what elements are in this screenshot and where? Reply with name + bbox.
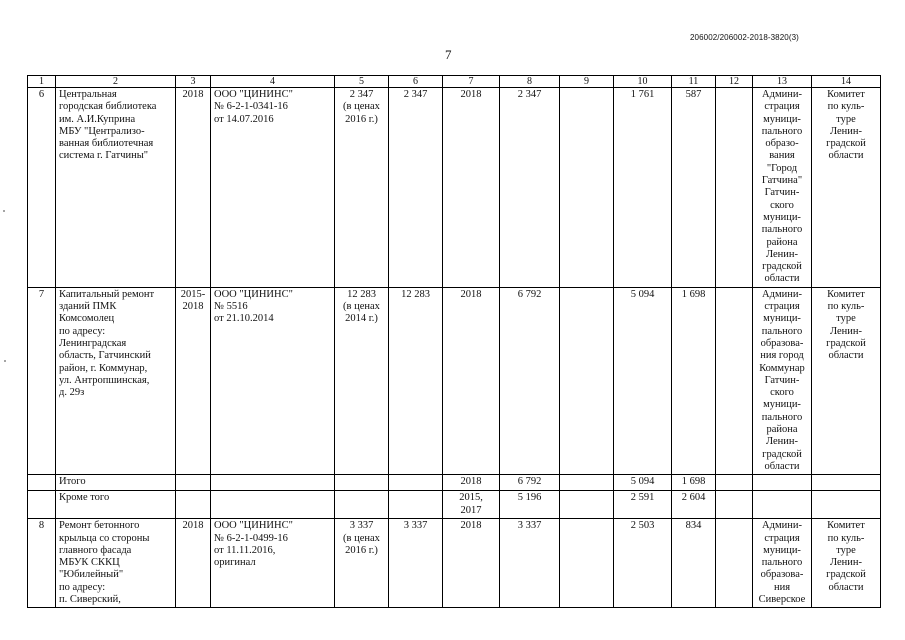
table-cell bbox=[812, 491, 881, 519]
table-cell: 5 196 bbox=[500, 491, 560, 519]
table-cell: Комитет по куль- туре Ленин- градской области bbox=[812, 88, 881, 288]
table-cell bbox=[560, 287, 614, 474]
budget-table bbox=[27, 75, 881, 608]
table-cell bbox=[560, 519, 614, 608]
table-cell: Центральная городская библиотека им. А.И.Куприна МБУ "Централизо- ванная библиотечная система г. Гатчины" bbox=[56, 88, 176, 288]
table-cell: ООО "ЦИНИНС" № 6-2-1-0341-16 от 14.07.2016 bbox=[211, 88, 335, 288]
table-cell bbox=[753, 491, 812, 519]
column-header: 1 bbox=[28, 76, 56, 88]
column-header: 7 bbox=[443, 76, 500, 88]
table-cell: 2 347 bbox=[500, 88, 560, 288]
table-cell: 6 bbox=[28, 88, 56, 288]
table-cell bbox=[211, 491, 335, 519]
column-header: 8 bbox=[500, 76, 560, 88]
table-cell: Итого bbox=[56, 475, 176, 491]
table-cell bbox=[812, 475, 881, 491]
table-cell: 3 337 (в ценах 2016 г.) bbox=[335, 519, 389, 608]
table-cell: ООО "ЦИНИНС" № 6-2-1-0499-16 от 11.11.2016, оригинал bbox=[211, 519, 335, 608]
column-header: 4 bbox=[211, 76, 335, 88]
table-cell: 12 283 bbox=[389, 287, 443, 474]
table-cell: ООО "ЦИНИНС" № 5516 от 21.10.2014 bbox=[211, 287, 335, 474]
table-cell bbox=[716, 475, 753, 491]
table-row bbox=[28, 519, 881, 608]
table-cell: Админи- страция муници- пального образова- ния Сиверское bbox=[753, 519, 812, 608]
column-header: 14 bbox=[812, 76, 881, 88]
table-cell: 3 337 bbox=[389, 519, 443, 608]
table-cell: 2 503 bbox=[614, 519, 672, 608]
table-cell: 5 094 bbox=[614, 475, 672, 491]
table-cell: 587 bbox=[672, 88, 716, 288]
table-cell: Ремонт бетонного крыльца со стороны главного фасада МБУК СККЦ "Юбилейный" по адресу: п. Сиверский, bbox=[56, 519, 176, 608]
table-cell bbox=[28, 491, 56, 519]
table-cell: 2018 bbox=[443, 287, 500, 474]
table-cell: 2015- 2018 bbox=[176, 287, 211, 474]
table-cell bbox=[176, 491, 211, 519]
table-cell: 2 591 bbox=[614, 491, 672, 519]
table-cell: 2018 bbox=[176, 519, 211, 608]
table-cell bbox=[211, 475, 335, 491]
table-row bbox=[28, 491, 881, 519]
table-cell: 12 283 (в ценах 2014 г.) bbox=[335, 287, 389, 474]
column-header: 9 bbox=[560, 76, 614, 88]
table-cell bbox=[716, 287, 753, 474]
table-cell: Комитет по куль- туре Ленин- градской области bbox=[812, 287, 881, 474]
scan-speck bbox=[4, 360, 6, 362]
table-cell: Админи- страция муници- пального образо- вания "Город Гатчина" Гатчин- ского муници- пального района Ленин- градской области bbox=[753, 88, 812, 288]
table-cell: 1 698 bbox=[672, 287, 716, 474]
table-cell bbox=[716, 88, 753, 288]
table-cell: Кроме того bbox=[56, 491, 176, 519]
column-header: 13 bbox=[753, 76, 812, 88]
table-cell: 2018 bbox=[443, 475, 500, 491]
table-cell bbox=[335, 475, 389, 491]
table-cell: 8 bbox=[28, 519, 56, 608]
table-cell: Капитальный ремонт зданий ПМК Комсомолец по адресу: Ленинградская область, Гатчинский район, г. Коммунар, ул. Антропшинская, д. 29з bbox=[56, 287, 176, 474]
table-cell bbox=[753, 475, 812, 491]
table-cell: 7 bbox=[28, 287, 56, 474]
table-cell bbox=[560, 491, 614, 519]
table-cell: 2015, 2017 bbox=[443, 491, 500, 519]
table-cell: 6 792 bbox=[500, 287, 560, 474]
table-cell: 2 604 bbox=[672, 491, 716, 519]
table-cell: 1 698 bbox=[672, 475, 716, 491]
table-cell: 3 337 bbox=[500, 519, 560, 608]
table-cell: 834 bbox=[672, 519, 716, 608]
table-body bbox=[28, 88, 881, 608]
scan-speck bbox=[3, 210, 5, 212]
table-cell: 5 094 bbox=[614, 287, 672, 474]
table-cell: 2018 bbox=[443, 519, 500, 608]
column-header: 10 bbox=[614, 76, 672, 88]
table-cell: Комитет по куль- туре Ленин- градской области bbox=[812, 519, 881, 608]
table-cell bbox=[389, 475, 443, 491]
table-cell: 1 761 bbox=[614, 88, 672, 288]
table-cell bbox=[716, 491, 753, 519]
table-cell: 2 347 bbox=[389, 88, 443, 288]
table-row bbox=[28, 475, 881, 491]
column-header: 6 bbox=[389, 76, 443, 88]
column-header: 11 bbox=[672, 76, 716, 88]
column-header: 12 bbox=[716, 76, 753, 88]
column-header: 2 bbox=[56, 76, 176, 88]
column-header: 3 bbox=[176, 76, 211, 88]
table-row bbox=[28, 287, 881, 474]
table-cell: 6 792 bbox=[500, 475, 560, 491]
table-cell bbox=[176, 475, 211, 491]
table-cell: 2 347 (в ценах 2016 г.) bbox=[335, 88, 389, 288]
column-header: 5 bbox=[335, 76, 389, 88]
table-cell bbox=[716, 519, 753, 608]
table-cell bbox=[560, 88, 614, 288]
table-cell: Админи- страция муници- пального образова- ния город Коммунар Гатчин- ского муници- пального района Ленин- градской области bbox=[753, 287, 812, 474]
table-cell bbox=[389, 491, 443, 519]
table-cell: 2018 bbox=[176, 88, 211, 288]
table-cell bbox=[28, 475, 56, 491]
page-number: 7 bbox=[445, 47, 452, 62]
column-number-row bbox=[28, 76, 881, 88]
table-cell: 2018 bbox=[443, 88, 500, 288]
document-number: 206002/206002-2018-3820(3) bbox=[690, 33, 799, 42]
table-cell bbox=[560, 475, 614, 491]
table-cell bbox=[335, 491, 389, 519]
table-row bbox=[28, 88, 881, 288]
